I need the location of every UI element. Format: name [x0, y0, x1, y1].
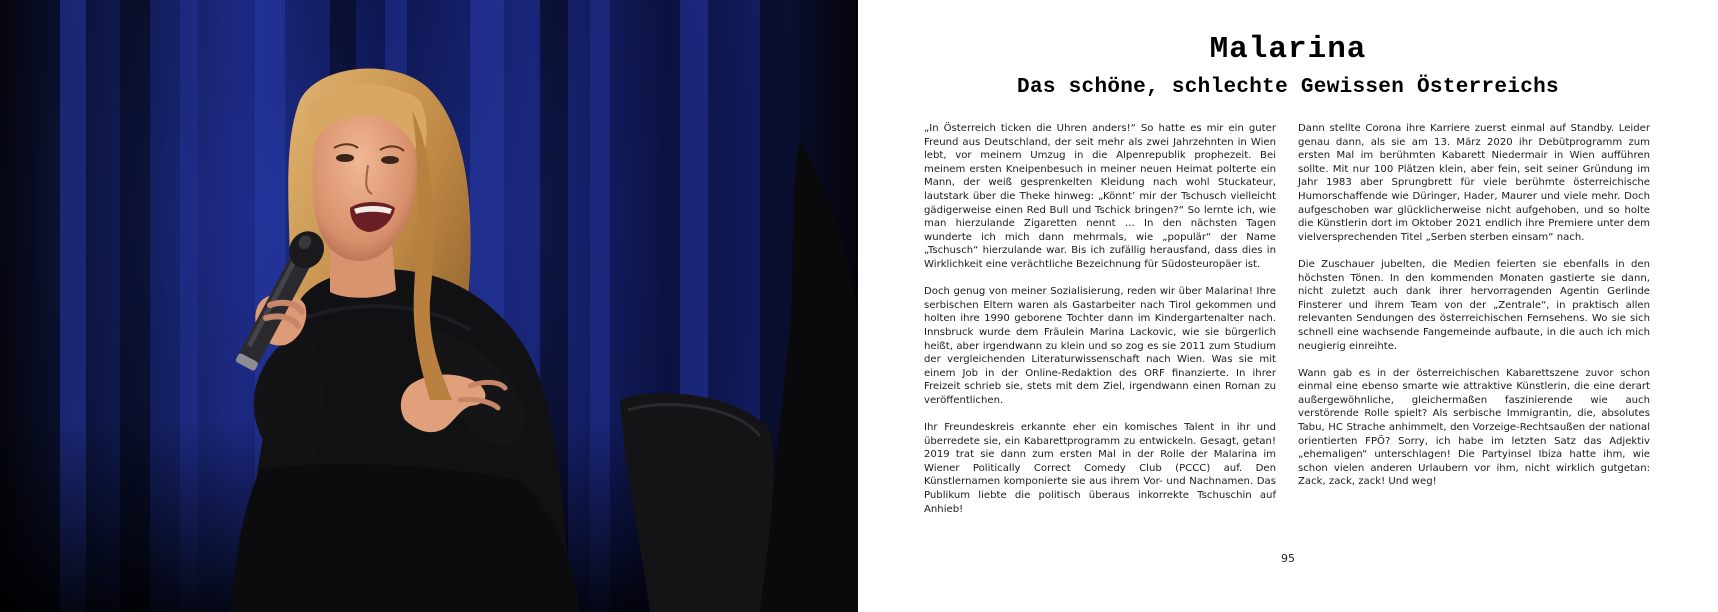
article-paragraph: Dann stellte Corona ihre Karriere zuerst einmal auf Standby. Leider genau dann, als sie am 13. März 2020 ihr Debütprogramm zum ersten Mal im berühmten Kabarett Niedermair in Wien aufführen sollte. Mit nur 100 Plätzen klein, aber fein, seit seiner Gründung im Jahr 1983 aber Sprungbrett für viele berühmte österreichische Humorschaffende wie Düringer, Hader, Maurer und viele mehr. Doch aufgeschoben war glücklicherweise nicht aufgehoben, und so holte die Künstlerin dort im Oktober 2021 endlich ihre Premiere unter dem vielversprechenden Titel „Serben sterben einsam“ nach.: [1298, 123, 1650, 243]
article-page: [858, 0, 1718, 612]
article-paragraph: Doch genug von meiner Sozialisierung, reden wir über Malarina! Ihre serbischen Eltern waren als Gastarbeiter nach Tirol gekommen und holten ihre 1990 geborene Tochter dann im Kindergartenalter nach. Innsbruck wurde dem Fräulein Marina Lackovic, wie sie bürgerlich heißt, aber irgendwann zu klein und so zog es sie 2011 zum Studium der vergleichenden Literaturwissenschaft nach Wien. Was sie mit einem Job in der Online-Redaktion des ORF finanzierte. In ihrer Freizeit schrieb sie, stets mit dem Ziel, irgendwann einen Roman zu veröffentlichen.: [924, 286, 1276, 406]
article-paragraph: Ihr Freundeskreis erkannte eher ein komisches Talent in ihr und überredete sie, ein Kabarettprogramm zu entwickeln. Gesagt, getan! 2019 trat sie dann zum ersten Mal in der Rolle der Malarina im Wiener Politically Correct Comedy Club (PCCC) auf. Den Künstlernamen komponierte sie aus ihrem Vor- und Nachnamen. Das Publikum liebte die politisch überaus inkorrekte Tschuschin auf Anhieb!: [924, 422, 1276, 515]
article-paragraph: Wann gab es in der österreichischen Kabarettszene zuvor schon einmal eine ebenso smarte wie attraktive Künstlerin, die eine derart außergewöhnliche, gleichermaßen faszinierende wie auch verstörende Rolle spielt? Als serbische Immigrantin, die, absolutes Tabu, HC Strache anhimmelt, den Vorzeige-Rechtsaußen der national orientierten FPÖ? Sorry, ich habe im letzten Satz das Adjektiv „ehemaligen“ unterschlagen! Die Partyinsel Ibiza hatte ihm, wie schon vielen anderen Urlaubern vor ihm, nicht wirklich gutgetan: Zack, zack, zack! Und weg!: [1298, 367, 1650, 488]
article-column-right: [1298, 122, 1650, 503]
article-paragraph: Die Zuschauer jubelten, die Medien feierten sie ebenfalls in den höchsten Tönen. In den kommenden Monaten gastierte sie dann, nicht zuletzt auch dank ihrer hervorragenden Agentin Gerlinde Finsterer und ihrem Team von der „Zentrale“, in praktisch allen relevanten Sendungen des österreichischen Fernsehens. Wo sie sich schnell eine wachsende Fangemeinde aufbaute, in die auch ich mich neugierig einreihte.: [1298, 258, 1650, 352]
performer-photo-illustration: [0, 0, 858, 612]
article-subtitle: Das schöne, schlechte Gewissen Österreichs: [1017, 76, 1559, 99]
article-title: Malarina: [1209, 32, 1367, 67]
article-paragraph: „In Österreich ticken die Uhren anders!“ So hatte es mir ein guter Freund aus Deutschland, der seit mehr als zwei Jahrzehnten in Wien lebt, vor meinem Umzug in die Alpenrepublik prophezeit. Bei meinem ersten Kneipenbesuch in meiner neuen Heimat polterte ein Mann, der weiß gesprenkelten Kleidung nach wohl Stuckateur, lautstark über die Theke hinweg: „Könnt’ mir der Tschusch vielleicht gädigerweise einen Red Bull und Tschick bringen?“ So lernte ich, wie man hierzulande Zigaretten nennt … In den nächsten Tagen wunderte ich mich dann mehrmals, wie „populär“ der Name „Tschusch“ hierzulande war. Bis ich zufällig herausfand, dass dies in Wirklichkeit eine verächtliche Bezeichnung für Südosteuropäer ist.: [924, 123, 1276, 270]
page-number: 95: [1281, 552, 1295, 565]
article-column-left: [924, 122, 1276, 530]
performer-photo: [0, 0, 858, 612]
